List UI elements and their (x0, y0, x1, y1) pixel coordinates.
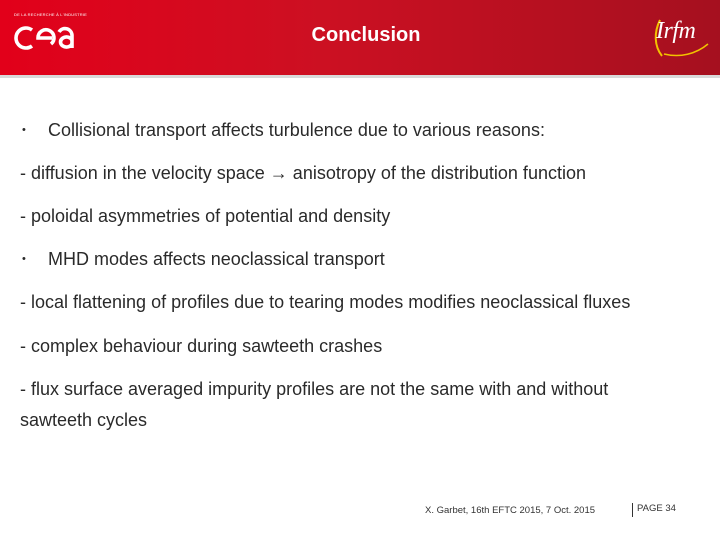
bullet-collisional-transport: Collisional transport affects turbulence due to various reasons: (48, 120, 545, 140)
sub-item-poloidal-asymmetries: - poloidal asymmetries of potential and density (20, 206, 391, 226)
sub-item-impurity-profiles-continued: sawteeth cycles (20, 410, 148, 430)
bullet-marker: • (22, 253, 26, 265)
sub-item-local-flattening: - local flattening of profiles due to tearing modes modifies neoclassical fluxes (20, 292, 631, 312)
header-divider (0, 75, 720, 78)
cea-tagline: DE LA RECHERCHE À L'INDUSTRIE (14, 12, 88, 17)
bullet-mhd-modes: MHD modes affects neoclassical transport (48, 249, 385, 269)
page-number: PAGE 34 (637, 503, 676, 514)
header-banner (0, 0, 720, 75)
sub-item-impurity-profiles: - flux surface averaged impurity profiles are not the same with and without (20, 379, 609, 399)
sub-item-sawteeth-crashes: - complex behaviour during sawteeth crashes (20, 336, 383, 356)
page-title: Conclusion (311, 24, 421, 46)
bullet-marker: • (22, 124, 26, 136)
footer-separator (632, 503, 633, 517)
irfm-logo (650, 14, 714, 62)
sub-item-velocity-diffusion: - diffusion in the velocity space → anisotropy of the distribution function (20, 163, 586, 183)
irfm-logo-text: Irfm (656, 18, 696, 44)
footer-citation: X. Garbet, 16th EFTC 2015, 7 Oct. 2015 (425, 505, 596, 516)
